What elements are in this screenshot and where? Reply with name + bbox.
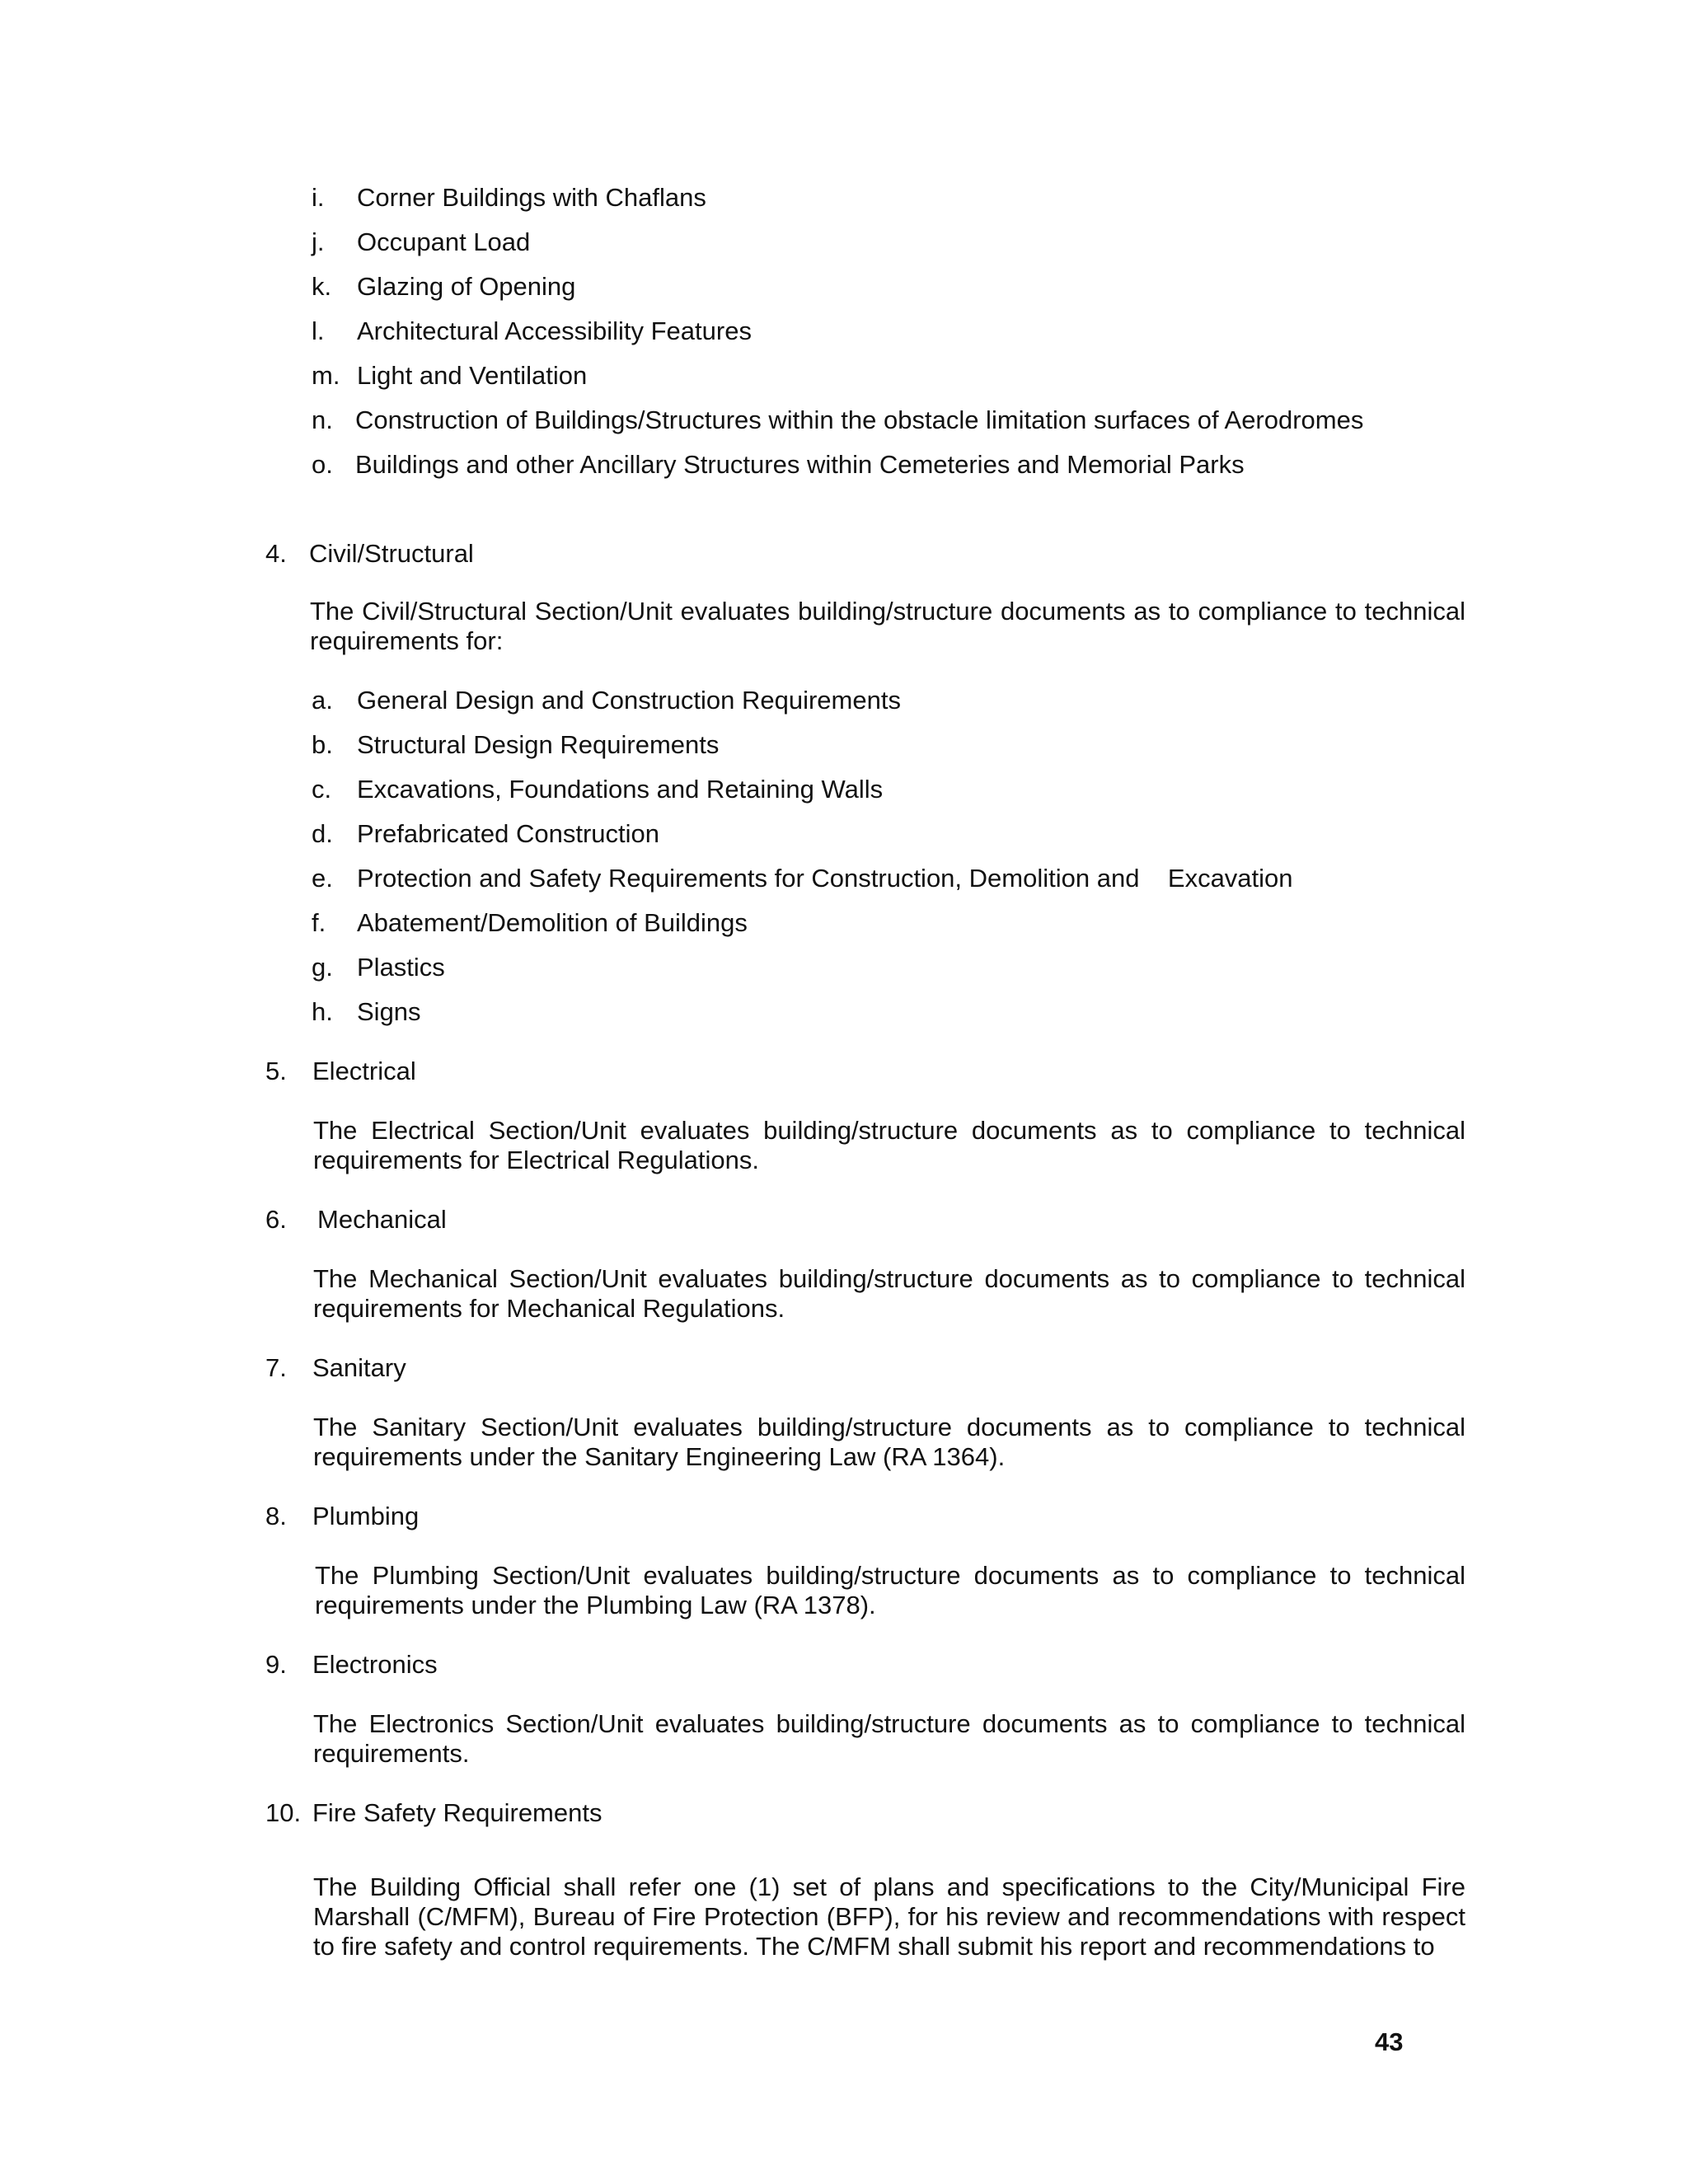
list-text: Abatement/Demolition of Buildings: [357, 908, 748, 937]
list-marker: j.: [312, 227, 325, 256]
list-marker: k.: [312, 272, 332, 301]
section-title: Fire Safety Requirements: [312, 1798, 603, 1827]
page-number: 43: [1375, 2027, 1404, 2056]
section-number: 7.: [265, 1353, 287, 1382]
section-title: Sanitary: [312, 1353, 406, 1382]
list-marker: b.: [312, 730, 333, 759]
list-text: Occupant Load: [357, 227, 531, 256]
section-number: 6.: [265, 1205, 287, 1234]
list-text: General Design and Construction Requirements: [357, 686, 901, 715]
section-number: 8.: [265, 1502, 287, 1530]
list-text: Protection and Safety Requirements for Construction, Demolition and Excavation: [357, 864, 1293, 893]
list-text: Plastics: [357, 953, 445, 982]
section-title: Mechanical: [317, 1205, 447, 1234]
list-marker: e.: [312, 864, 333, 893]
list-marker: f.: [312, 908, 326, 937]
list-text: Glazing of Opening: [357, 272, 576, 301]
list-marker: m.: [312, 361, 340, 390]
list-text: Construction of Buildings/Structures within the obstacle limitation surfaces of Aerodromes: [355, 405, 1364, 434]
list-marker: o.: [312, 450, 333, 479]
list-marker: a.: [312, 686, 333, 715]
section-paragraph-civil: The Civil/Structural Section/Unit evaluates building/structure documents as to compliance to technical requirements for:: [310, 597, 1465, 655]
list-marker: i.: [312, 183, 325, 212]
list-text: Structural Design Requirements: [357, 730, 720, 759]
list-text: Corner Buildings with Chaflans: [357, 183, 706, 212]
section-number: 4.: [265, 539, 287, 568]
list-text: Prefabricated Construction: [357, 819, 660, 848]
section-number: 5.: [265, 1057, 287, 1085]
section-number: 9.: [265, 1650, 287, 1679]
list-marker: l.: [312, 316, 325, 345]
section-number: 10.: [265, 1798, 302, 1827]
list-text: Light and Ventilation: [357, 361, 588, 390]
section-title: Electrical: [312, 1057, 416, 1085]
section-paragraph-electrical: The Electrical Section/Unit evaluates building/structure documents as to compliance to technical requirements for Electrical Regulations.: [313, 1116, 1465, 1174]
list-text: Excavations, Foundations and Retaining Walls: [357, 775, 884, 804]
list-marker: c.: [312, 775, 332, 804]
section-title: Plumbing: [312, 1502, 420, 1530]
list-marker: d.: [312, 819, 333, 848]
section-paragraph-plumbing: The Plumbing Section/Unit evaluates building/structure documents as to compliance to technical requirements under the Plumbing Law (RA 1378).: [315, 1561, 1465, 1619]
list-text: Signs: [357, 997, 421, 1026]
list-marker: n.: [312, 405, 333, 434]
section-paragraph-fire-safety: The Building Official shall refer one (1) set of plans and specifications to the City/Municipal Fire Marshall (C/MFM), Bureau of Fire Protection (BFP), for his review and recommendations with respect to fire safety and control requirements. The C/MFM shall submit his report and recommendations to: [313, 1872, 1465, 1961]
list-marker: g.: [312, 953, 333, 982]
section-paragraph-mechanical: The Mechanical Section/Unit evaluates building/structure documents as to compliance to technical requirements for Mechanical Regulations.: [313, 1264, 1465, 1323]
list-text: Architectural Accessibility Features: [357, 316, 752, 345]
list-marker: h.: [312, 997, 333, 1026]
list-text: Buildings and other Ancillary Structures within Cemeteries and Memorial Parks: [355, 450, 1245, 479]
section-title: Electronics: [312, 1650, 438, 1679]
section-paragraph-electronics: The Electronics Section/Unit evaluates building/structure documents as to compliance to technical requirements.: [313, 1709, 1465, 1768]
section-paragraph-sanitary: The Sanitary Section/Unit evaluates building/structure documents as to compliance to technical requirements under the Sanitary Engineering Law (RA 1364).: [313, 1413, 1465, 1471]
section-title: Civil/Structural: [309, 539, 474, 568]
